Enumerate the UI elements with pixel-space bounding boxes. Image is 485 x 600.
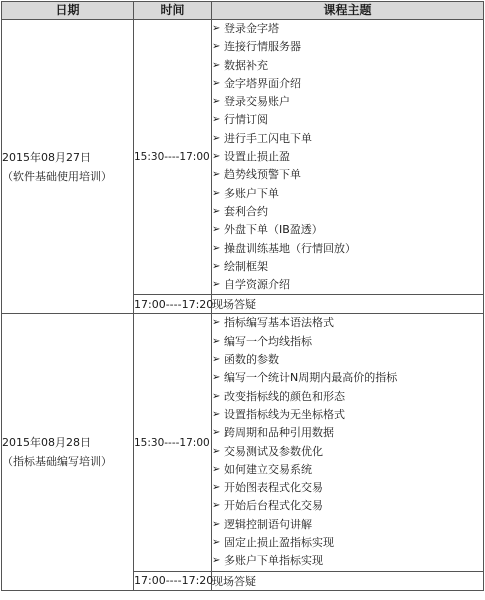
header-topic: 课程主题 [212,2,484,20]
topic-text: 改变指标线的颜色和形态 [224,389,345,403]
topic-text: 函数的参数 [224,353,279,367]
session-date-cell [2,314,134,590]
topic-text: 设置止损止盈 [224,150,290,164]
topic-cell [212,314,484,571]
arrow-bullet-icon: ➢ [212,260,221,272]
topic-item [212,479,483,497]
lesson-time: 15:30----17:00 [134,314,212,571]
topic-text: 进行手工闪电下单 [224,131,312,145]
arrow-bullet-icon: ➢ [212,390,221,402]
topic-text: 自学资源介绍 [224,278,290,292]
topic-text: 登录金字塔 [224,22,279,35]
topic-item [212,443,483,461]
arrow-bullet-icon: ➢ [212,537,221,549]
header-row [2,2,484,20]
topic-item [212,57,483,75]
topic-item [212,93,483,111]
topic-item [212,240,483,258]
arrow-bullet-icon: ➢ [212,317,221,329]
header-date: 日期 [2,2,134,20]
topic-text: 连接行情服务器 [224,40,301,54]
session-subtitle: （指标基础编写培训） [2,455,112,469]
arrow-bullet-icon: ➢ [212,500,221,512]
topic-item [212,497,483,515]
session-date: 2015年08月27日 [2,150,91,164]
topic-item [212,516,483,534]
topic-item [212,20,483,38]
topic-item [212,221,483,239]
topic-item [212,369,483,387]
topic-text: 开始后台程式化交易 [224,499,323,513]
topic-text: 数据补充 [224,58,268,72]
topic-item [212,111,483,129]
qa-label: 现场答疑 [212,295,484,314]
topic-item [212,130,483,148]
arrow-bullet-icon: ➢ [212,242,221,254]
topic-text: 多账户下单指标实现 [224,554,323,568]
topic-item [212,258,483,276]
topic-text: 金字塔界面介绍 [224,76,301,90]
topic-text: 登录交易账户 [224,95,290,109]
arrow-bullet-icon: ➢ [212,114,221,126]
topic-item [212,38,483,56]
topic-text: 行情订阅 [224,113,268,127]
arrow-bullet-icon: ➢ [212,279,221,291]
session-row [2,20,484,295]
arrow-bullet-icon: ➢ [212,205,221,217]
arrow-bullet-icon: ➢ [212,59,221,71]
session-row [2,314,484,571]
arrow-bullet-icon: ➢ [212,555,221,567]
session-date: 2015年08月28日 [2,436,91,450]
topic-text: 逻辑控制语句讲解 [224,517,312,531]
topic-cell [212,20,484,295]
topic-item [212,388,483,406]
topic-item [212,314,483,332]
arrow-bullet-icon: ➢ [212,445,221,457]
topic-text: 多账户下单 [224,186,279,200]
topic-item [212,333,483,351]
topic-text: 绘制框架 [224,259,268,273]
topic-text: 操盘训练基地（行情回放） [224,241,356,255]
arrow-bullet-icon: ➢ [212,463,221,475]
topic-text: 设置指标线为无坐标格式 [224,407,345,421]
topic-text: 如何建立交易系统 [224,462,312,476]
arrow-bullet-icon: ➢ [212,151,221,163]
topic-item [212,185,483,203]
topic-item [212,534,483,552]
arrow-bullet-icon: ➢ [212,518,221,530]
topic-text: 编写一个统计N周期内最高价的指标 [224,371,398,385]
topic-item [212,424,483,442]
arrow-bullet-icon: ➢ [212,408,221,420]
arrow-bullet-icon: ➢ [212,482,221,494]
topic-list [212,20,483,294]
topic-text: 跨周期和品种引用数据 [224,426,334,440]
topic-item [212,351,483,369]
arrow-bullet-icon: ➢ [212,427,221,439]
topic-item [212,406,483,424]
topic-item [212,276,483,294]
topic-text: 固定止损止盈指标实现 [224,536,334,550]
topic-item [212,166,483,184]
topic-text: 套利合约 [224,204,268,218]
topic-list [212,314,483,570]
course-schedule-table [1,1,484,591]
session-date-cell [2,20,134,314]
arrow-bullet-icon: ➢ [212,224,221,236]
arrow-bullet-icon: ➢ [212,23,221,34]
qa-time: 17:00----17:20 [134,295,212,314]
topic-text: 开始图表程式化交易 [224,481,323,495]
topic-text: 外盘下单（IB盈透） [224,223,323,237]
topic-item [212,148,483,166]
page-bottom-edge [0,596,485,600]
arrow-bullet-icon: ➢ [212,335,221,347]
arrow-bullet-icon: ➢ [212,187,221,199]
topic-text: 趋势线预警下单 [224,168,301,182]
topic-item [212,75,483,93]
arrow-bullet-icon: ➢ [212,77,221,89]
header-time: 时间 [134,2,212,20]
topic-text: 编写一个均线指标 [224,334,312,348]
topic-item [212,552,483,570]
topic-item [212,461,483,479]
arrow-bullet-icon: ➢ [212,169,221,181]
topic-text: 交易测试及参数优化 [224,444,323,458]
session-subtitle: （软件基础使用培训） [2,169,112,183]
qa-time: 17:00----17:20 [134,571,212,590]
topic-item [212,203,483,221]
topic-text: 指标编写基本语法格式 [224,316,334,330]
lesson-time: 15:30----17:00 [134,20,212,295]
arrow-bullet-icon: ➢ [212,96,221,108]
arrow-bullet-icon: ➢ [212,132,221,144]
arrow-bullet-icon: ➢ [212,354,221,366]
schedule-body [2,20,484,591]
qa-label: 现场答疑 [212,571,484,590]
arrow-bullet-icon: ➢ [212,41,221,53]
arrow-bullet-icon: ➢ [212,372,221,384]
